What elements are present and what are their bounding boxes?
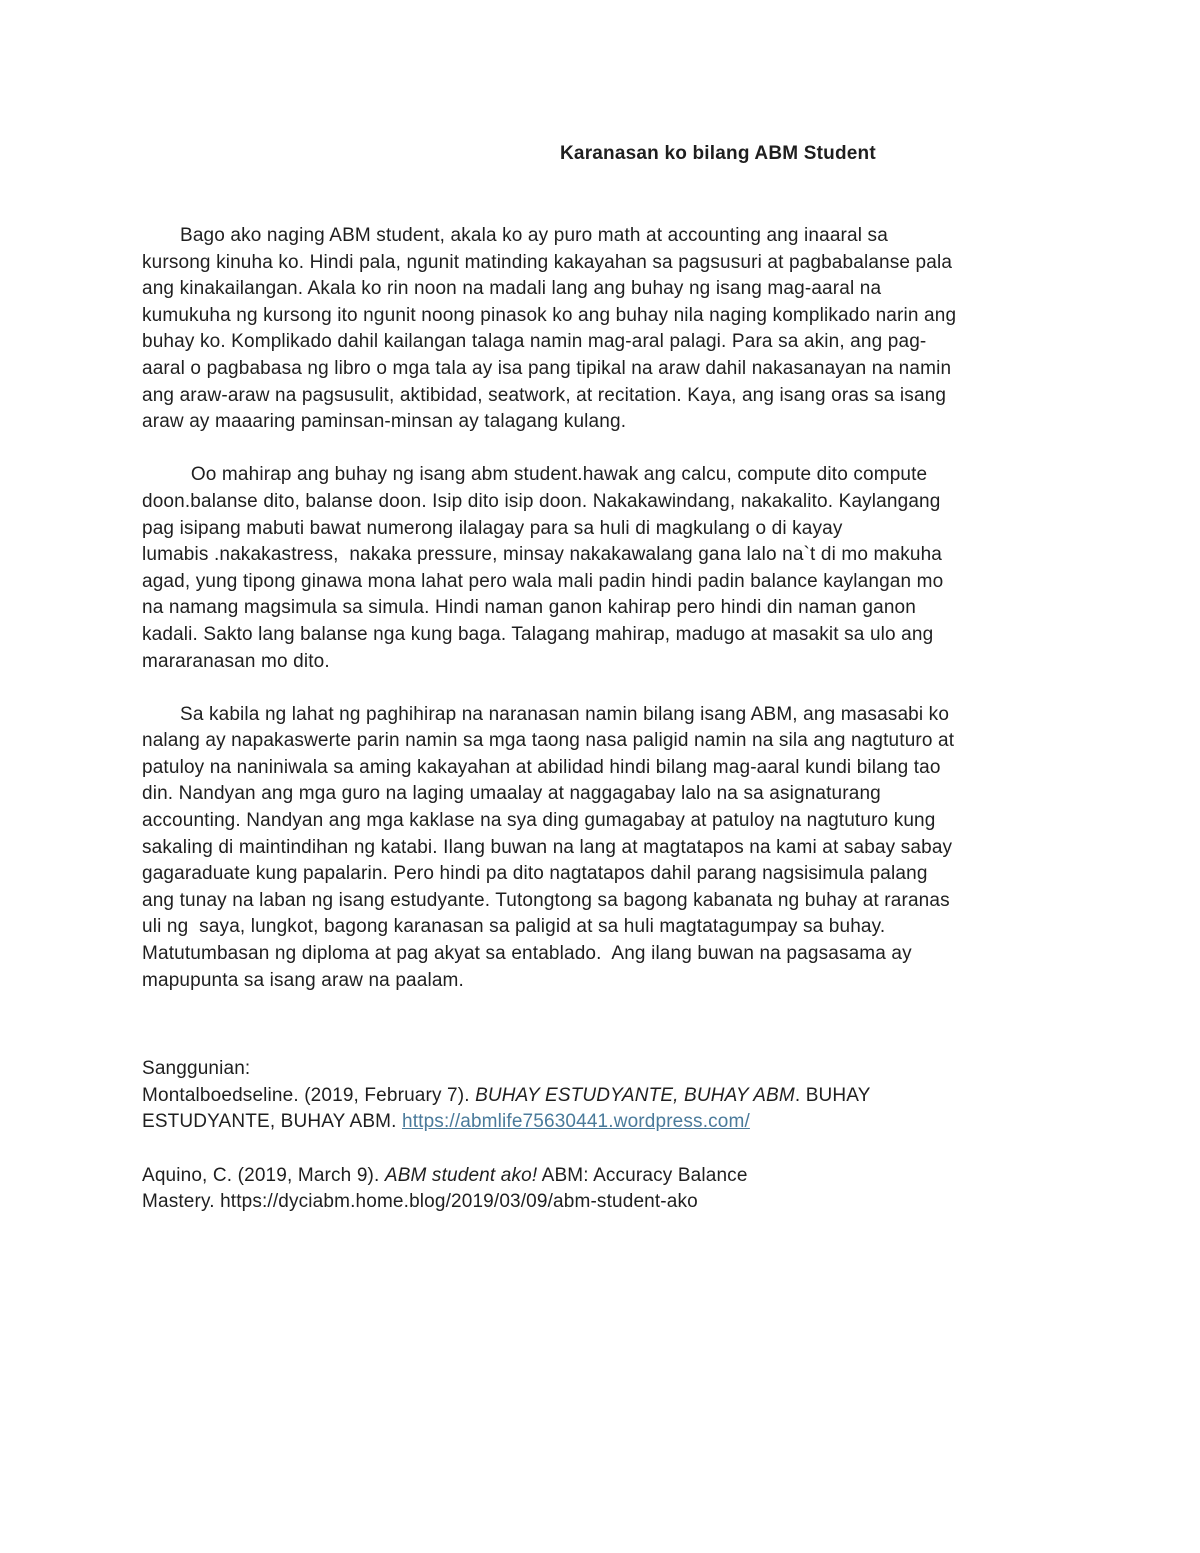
reference-2-author: Aquino, C. (2019, March 9).	[142, 1164, 385, 1186]
paragraph-line: accounting. Nandyan ang mga kaklase na sya ding gumagabay at patuloy na nagtuturo kung	[142, 810, 936, 832]
paragraph-1	[142, 223, 1072, 436]
reference-1-line-1	[142, 1083, 1072, 1110]
paragraph-line: gagaraduate kung papalarin. Pero hindi pa dito nagtatapos dahil parang nagsisimula palang	[142, 863, 928, 885]
paragraph-line: kumukuha ng kursong ito ngunit noong pinasok ko ang buhay nila naging komplikado narin ang	[142, 304, 957, 326]
reference-1-author: Montalboedseline. (2019, February 7).	[142, 1084, 476, 1106]
paragraph-3	[142, 702, 1072, 995]
reference-1-link[interactable]: https://abmlife75630441.wordpress.com/	[402, 1111, 750, 1133]
paragraph-line: nalang ay napakaswerte parin namin sa mga taong nasa paligid namin na sila ang nagtuturo at	[142, 730, 955, 752]
reference-2-title: ABM student ako!	[384, 1164, 538, 1186]
reference-2-after-title: ABM: Accuracy Balance	[537, 1164, 748, 1186]
paragraph-line: kursong kinuha ko. Hindi pala, ngunit matinding kakayahan sa pagsusuri at pagbabalanse pala	[142, 251, 953, 273]
reference-1-after-title: . BUHAY	[794, 1084, 871, 1106]
paragraph-line: lumabis .nakakastress, nakaka pressure, minsay nakakawalang gana lalo na`t di mo makuha	[142, 544, 943, 566]
reference-2-line-1	[142, 1163, 1072, 1190]
paragraph-line: Sa kabila ng lahat ng paghihirap na naranasan namin bilang isang ABM, ang masasabi ko	[142, 703, 950, 725]
paragraph-line: mapupunta sa isang araw na paalam.	[142, 969, 464, 991]
paragraph-line: na namang magsimula sa simula. Hindi naman ganon kahirap pero hindi din naman ganon	[142, 597, 916, 619]
paragraph-line: buhay ko. Komplikado dahil kailangan talaga namin mag-aral palagi. Para sa akin, ang pag-	[142, 331, 927, 353]
paragraph-line: Bago ako naging ABM student, akala ko ay puro math at accounting ang inaaral sa	[142, 225, 888, 246]
paragraph-line: araw ay maaaring paminsan-minsan ay talagang kulang.	[142, 411, 627, 433]
paragraph-line: Matutumbasan ng diploma at pag akyat sa entablado. Ang ilang buwan na pagsasama ay	[142, 943, 912, 965]
document-body	[142, 223, 1072, 1216]
paragraph-line: agad, yung tipong ginawa mona lahat pero wala mali padin hindi padin balance kaylangan mo	[142, 570, 944, 592]
reference-1-line2-prefix: ESTUDYANTE, BUHAY ABM.	[142, 1111, 403, 1133]
paragraph-line: Oo mahirap ang buhay ng isang abm student.hawak ang calcu, compute dito compute	[142, 464, 928, 486]
document-title: Karanasan ko bilang ABM Student	[560, 143, 876, 164]
paragraph-line: aaral o pagbabasa ng libro o mga tala ay isa pang tipikal na araw dahil nakasanayan na namin	[142, 357, 952, 379]
paragraph-line: pag isipang mabuti bawat numerong ilalagay para sa huli di magkulang o di kayay	[142, 517, 843, 539]
reference-1-title: BUHAY ESTUDYANTE, BUHAY ABM	[475, 1084, 795, 1106]
paragraph-line: ang kinakailangan. Akala ko rin noon na madali lang ang buhay ng isang mag-aaral na	[142, 278, 882, 300]
reference-2-line-2: Mastery. https://dyciabm.home.blog/2019/03/09/abm-student-ako	[142, 1191, 698, 1213]
paragraph-2	[142, 462, 1072, 675]
paragraph-line: sakaling di maintindihan ng katabi. Ilang buwan na lang at magtatapos na kami at sabay sabay	[142, 836, 953, 858]
paragraph-line: din. Nandyan ang mga guro na laging umaalay at naggagabay lalo na sa asignaturang	[142, 783, 881, 805]
reference-1-line-2	[142, 1109, 1072, 1136]
references-section	[142, 1056, 1072, 1216]
paragraph-line: doon.balanse dito, balanse doon. Isip dito isip doon. Nakakawindang, nakakalito. Kaylangang	[142, 490, 941, 512]
paragraph-line: mararanasan mo dito.	[142, 650, 330, 672]
paragraph-line: kadali. Sakto lang balanse nga kung baga. Talagang mahirap, madugo at masakit sa ulo ang	[142, 623, 934, 645]
paragraph-line: ang araw-araw na pagsusulit, aktibidad, seatwork, at recitation. Kaya, ang isang oras sa isang	[142, 384, 947, 406]
references-heading: Sanggunian:	[142, 1058, 251, 1080]
paragraph-line: patuloy na naniniwala sa aming kakayahan at abilidad hindi bilang mag-aaral kundi bilang tao	[142, 756, 941, 778]
paragraph-line: uli ng saya, lungkot, bagong karanasan sa paligid at sa huli magtatagumpay sa buhay.	[142, 916, 886, 938]
paragraph-line: ang tunay na laban ng isang estudyante. Tutongtong sa bagong kabanata ng buhay at raranas	[142, 889, 950, 911]
